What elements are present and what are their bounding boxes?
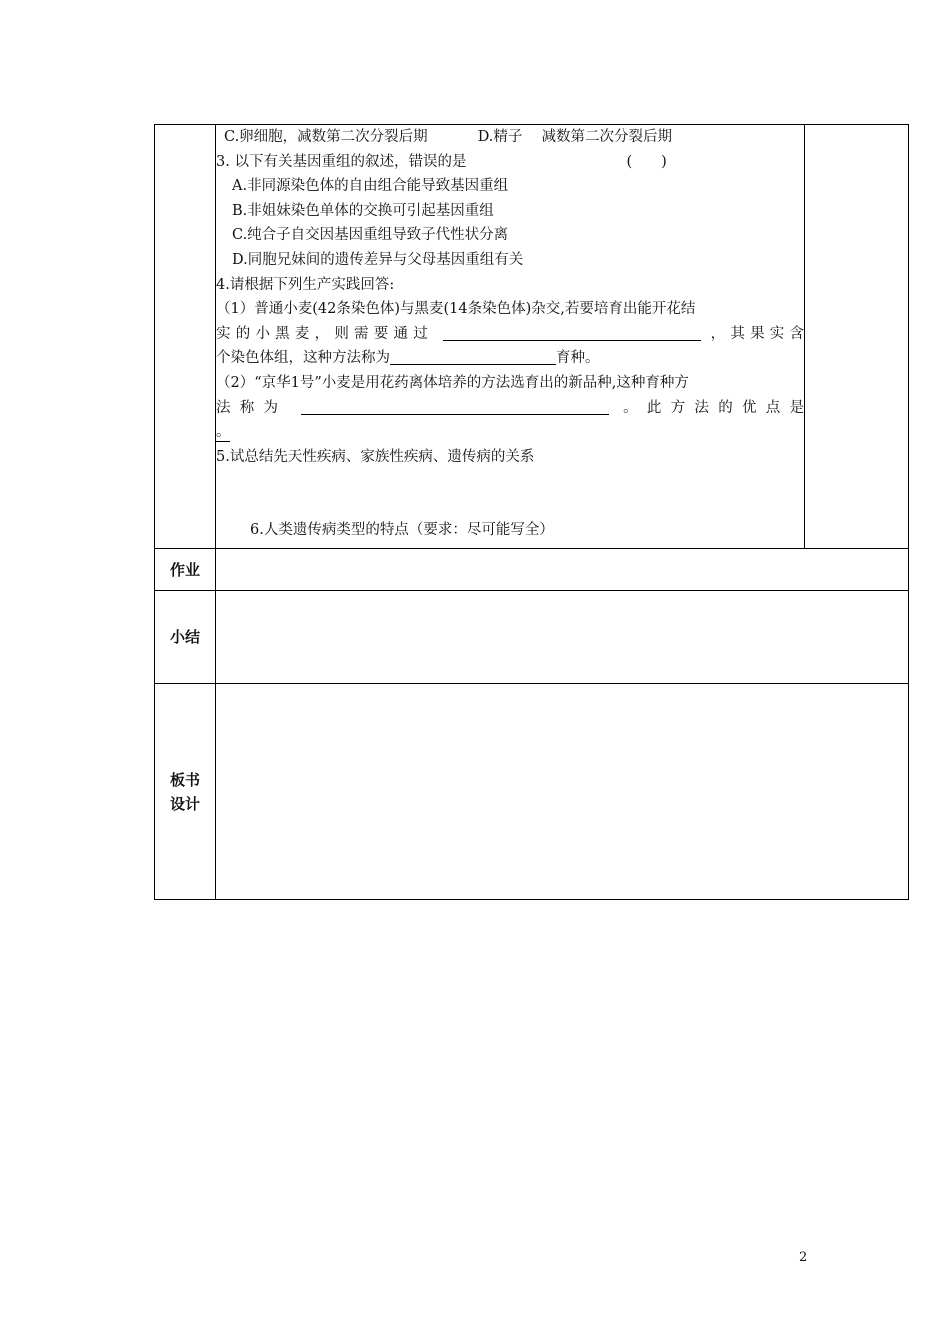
q5-text: 5.试总结先天性疾病、家族性疾病、遗传病的关系 xyxy=(216,448,535,465)
q4-part1-text-a: 实的小黑麦，则需要通过 xyxy=(216,325,433,342)
q4-stem: 4.请根据下列生产实践回答: xyxy=(216,276,395,293)
q4-part1-line1: （1）普通小麦(42条染色体)与黑麦(14条染色体)杂交,若要培育出能开花结 xyxy=(216,301,696,318)
q3-stem-line xyxy=(216,150,804,175)
q3-stem: 3. 以下有关基因重组的叙述，错误的是 xyxy=(216,153,467,170)
q4-part2-line2 xyxy=(216,396,804,421)
q4-part1-text-d: 育种。 xyxy=(556,350,600,367)
homework-label: 作业 xyxy=(155,549,216,591)
q5-answer-space xyxy=(216,469,804,518)
lesson-plan-table xyxy=(154,124,909,900)
exercise-row xyxy=(155,125,909,549)
q2-option-c: C.卵细胞，减数第二次分裂后期 xyxy=(224,129,428,145)
q3-option-c: C.纯合子自交因基因重组导致子代性状分离 xyxy=(232,227,509,244)
q4-part1-blank-2 xyxy=(390,347,556,365)
board-design-row xyxy=(155,684,909,900)
board-design-label-line2: 设计 xyxy=(169,794,200,813)
exercise-notes-cell xyxy=(805,125,909,549)
q4-part1-blank-1 xyxy=(443,323,701,341)
board-design-label-line1: 板书 xyxy=(169,770,200,789)
homework-row xyxy=(155,549,909,591)
q2-options-line xyxy=(216,125,804,150)
summary-content-cell xyxy=(216,591,909,684)
summary-label: 小结 xyxy=(155,591,216,684)
q3-option-d: D.同胞兄妹间的遗传差异与父母基因重组有关 xyxy=(232,251,524,268)
board-design-content-cell xyxy=(216,684,909,900)
q4-part2-text-a: 法称为 xyxy=(216,399,288,416)
summary-row xyxy=(155,591,909,684)
q3-option-a: A.非同源染色体的自由组合能导致基因重组 xyxy=(232,178,509,195)
q4-part1-line2 xyxy=(216,322,804,347)
q4-part2-line1: （2）“京华1号”小麦是用花药离体培养的方法选育出的新品种,这种育种方 xyxy=(216,374,689,391)
q4-part2-end: 。 xyxy=(216,424,231,441)
q4-part2-line3 xyxy=(216,420,804,445)
q4-part1-text-b: ，其果实含 xyxy=(710,325,805,342)
q4-part2-blank xyxy=(301,397,609,415)
q2-option-d: D.精子 减数第二次分裂后期 xyxy=(477,129,673,145)
homework-content-cell xyxy=(216,549,909,591)
exercise-label-cell xyxy=(155,125,216,549)
q4-part2-text-b: 。此方法的优点是 xyxy=(623,399,805,416)
exercise-content-cell xyxy=(216,125,805,549)
q3-option-b: B.非姐妹染色单体的交换可引起基因重组 xyxy=(232,202,494,219)
board-design-label xyxy=(155,684,216,900)
q3-answer-paren: ( ) xyxy=(626,153,667,170)
q6-text: 6.人类遗传病类型的特点（要求：尽可能写全） xyxy=(250,522,554,539)
q4-part1-line3 xyxy=(216,346,804,371)
q4-part1-text-c: 个染色体组，这种方法称为 xyxy=(216,350,390,367)
page-number: 2 xyxy=(799,1250,808,1265)
